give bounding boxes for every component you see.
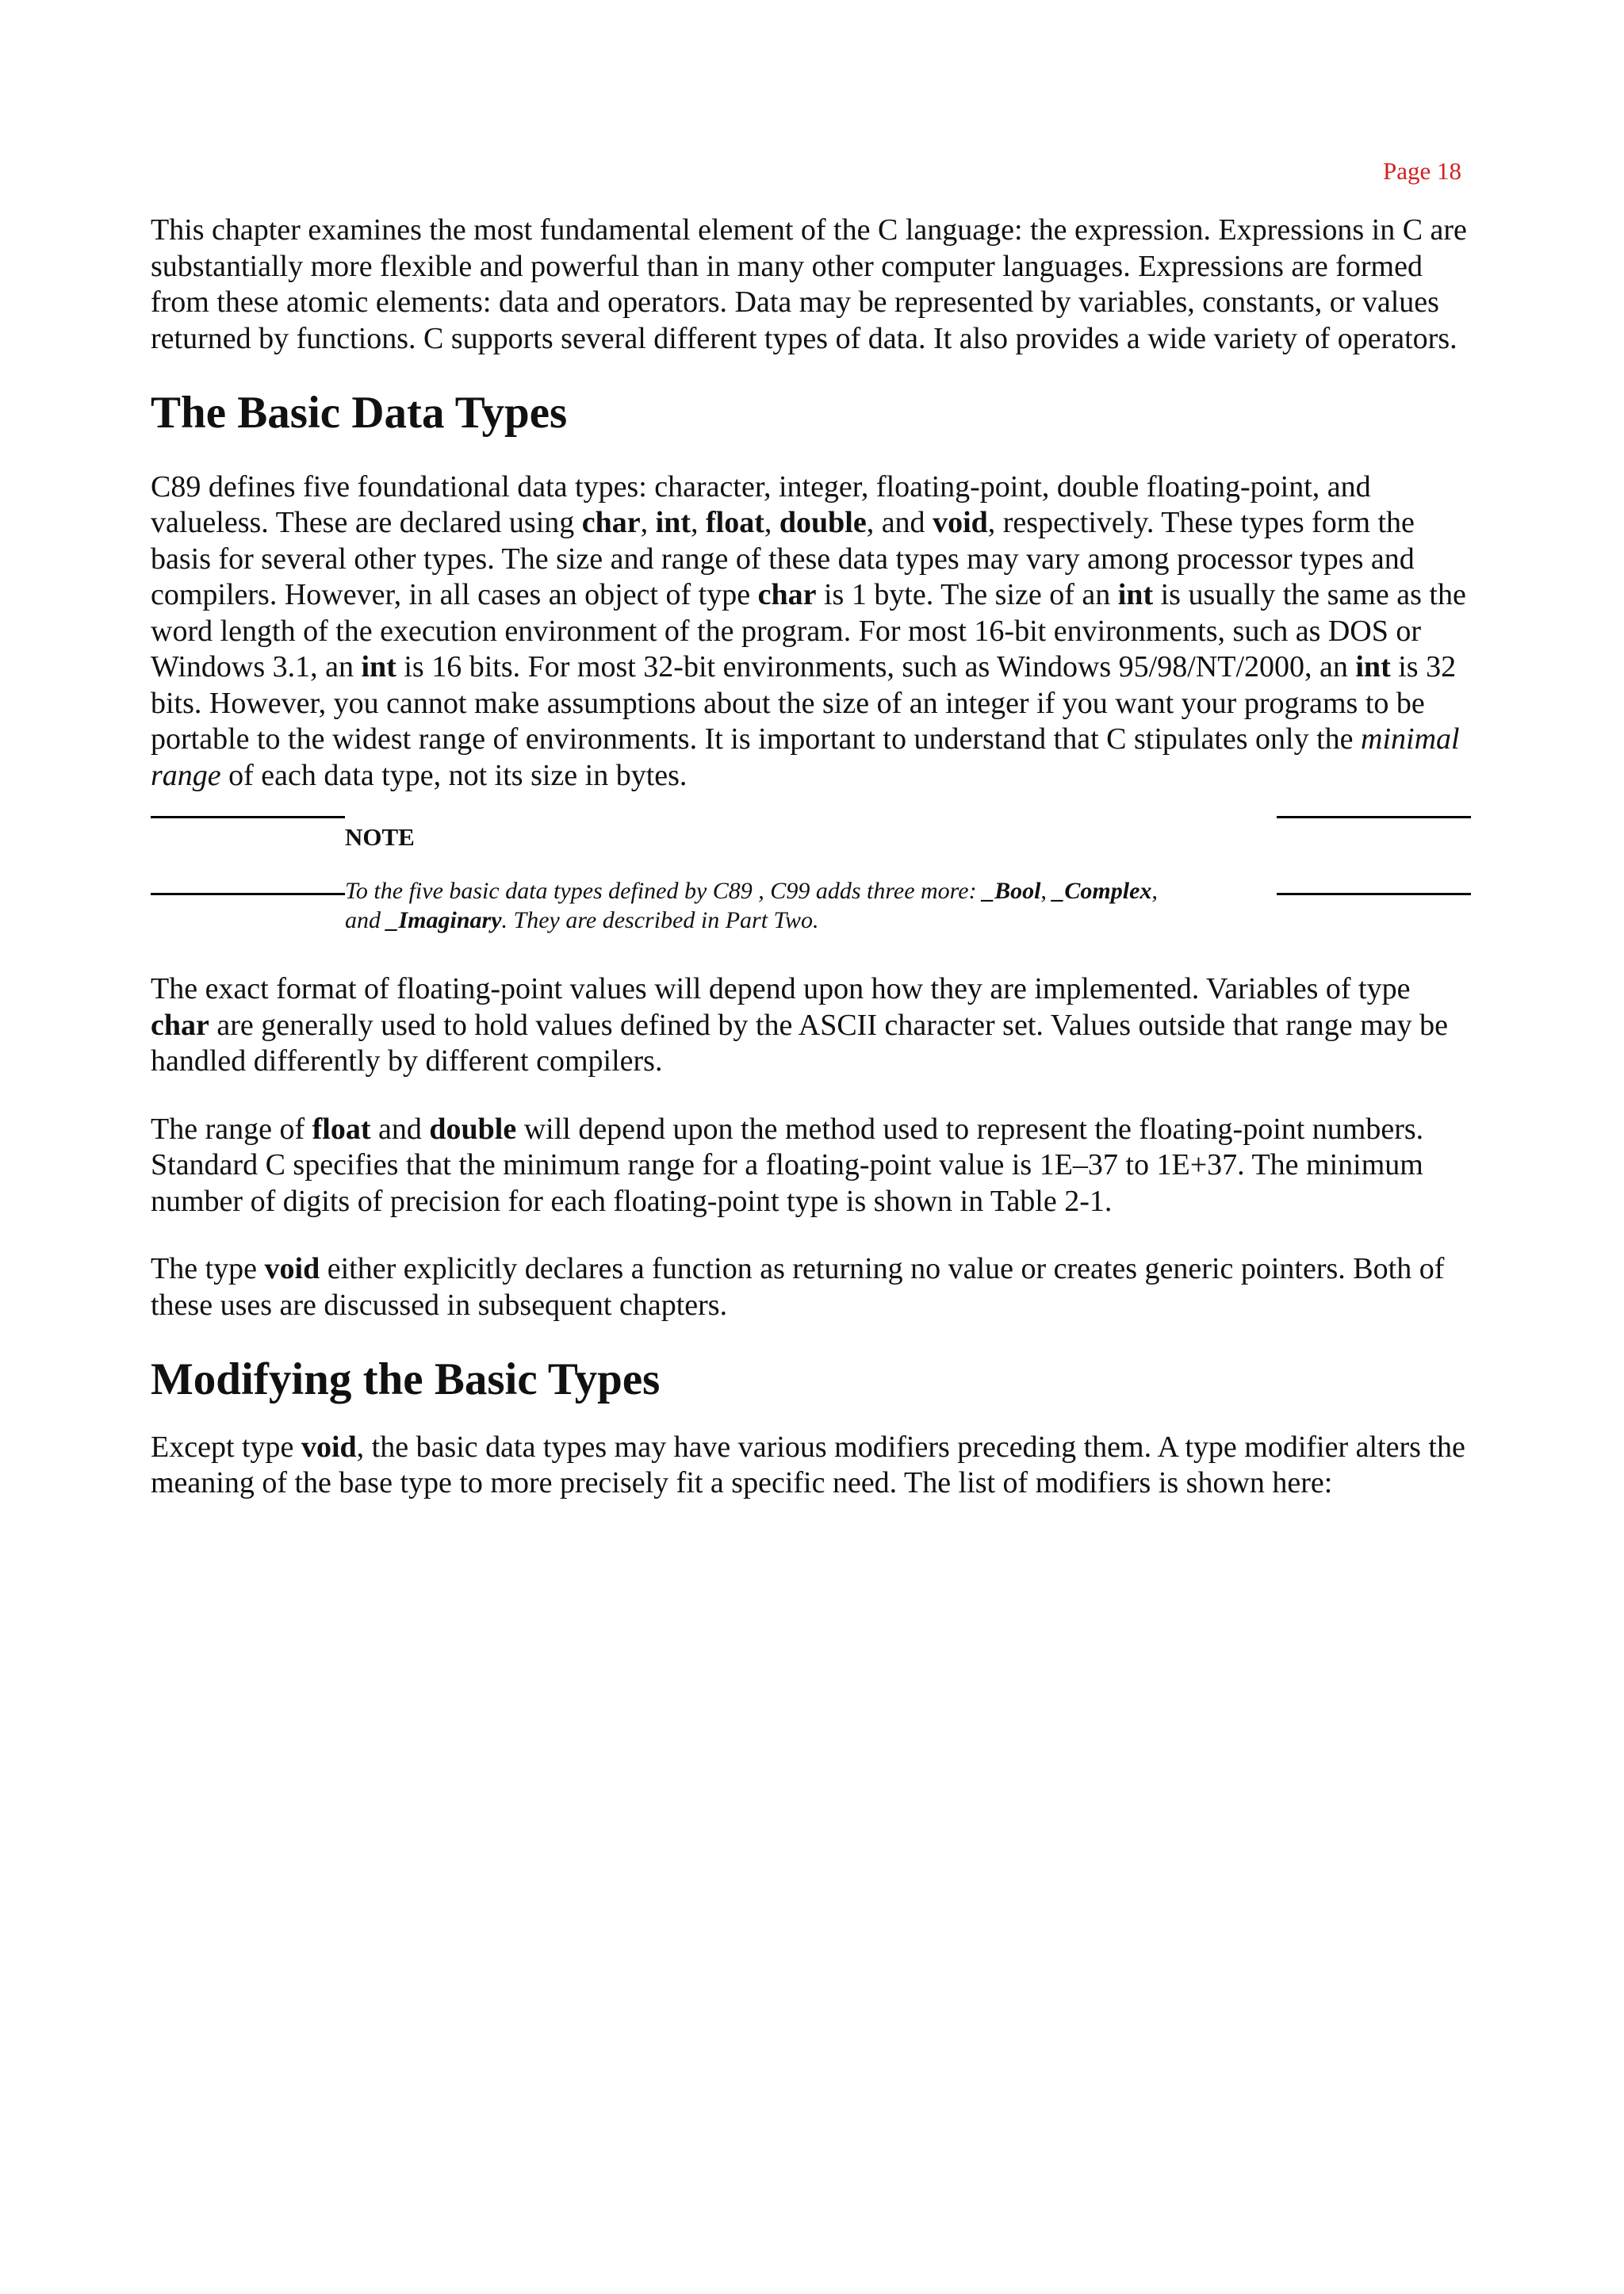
- float-format-paragraph: The exact format of floating-point values will depend upon how they are implemented. Variables of type char are generally used to hold values defined by the ASCII character set. Values outside that range may be handled differently by different compilers.: [151, 972, 1448, 1078]
- heading-basic-data-types: The Basic Data Types: [151, 388, 568, 438]
- void-paragraph: The type void either explicitly declares a function as returning no value or creates generic pointers. Both of these uses are discussed in subsequent chapters.: [151, 1252, 1445, 1322]
- heading-modifying-basic-types: Modifying the Basic Types: [151, 1354, 661, 1404]
- float-range-paragraph: The range of float and double will depend upon the method used to represent the floating-point numbers. Standard C specifies that the minimum range for a floating-point value is 1E–37 to 1E+37. The minimum number of digits of precision for each floating-point type is shown in Table 2-1.: [151, 1112, 1424, 1218]
- note-label: NOTE: [345, 823, 415, 851]
- note-rule-bottom-right: [1277, 893, 1471, 895]
- note-rule-bottom-left: [151, 893, 345, 895]
- note-box: [151, 800, 1471, 944]
- page-number: Page 18: [1382, 157, 1461, 185]
- modifiers-paragraph: Except type void, the basic data types may have various modifiers preceding them. A type modifier alters the meaning of the base type to more precisely fit a specific need. The list of modifiers is shown here:: [151, 1430, 1465, 1499]
- basic-types-paragraph: C89 defines five foundational data types: character, integer, floating-point, double floating-point, and valueless. These are declared using char, int, float, double, and void, respectively. These types form the basis for several other types. The size and range of these data types may vary among processor types and compilers. However, in all cases an object of type char is 1 byte. The size of an int is usually the same as the word length of the execution environment of the program. For most 16-bit environments, such as DOS or Windows 3.1, an int is 16 bits. For most 32-bit environments, such as Windows 95/98/NT/2000, an int is 32 bits. However, you cannot make assumptions about the size of an integer if you want your programs to be portable to the widest range of environments. It is important to understand that C stipulates only the minimal range of each data type, not its size in bytes.: [151, 469, 1466, 792]
- note-rule-top-left: [151, 816, 345, 818]
- note-rule-top-right: [1277, 816, 1471, 818]
- intro-paragraph: This chapter examines the most fundamental element of the C language: the expression. Expressions in C are substantially more flexible and powerful than in many other computer languages. Expressions are formed from these atomic elements: data and operators. Data may be represented by variables, constants, or values returned by functions. C supports several different types of data. It also provides a wide variety of operators.: [151, 213, 1467, 355]
- note-text: To the five basic data types defined by C89 , C99 adds three more: _Bool, _Complex, and _Imaginary. They are described in Part Two.: [345, 878, 1158, 933]
- page-content: [151, 213, 1471, 1502]
